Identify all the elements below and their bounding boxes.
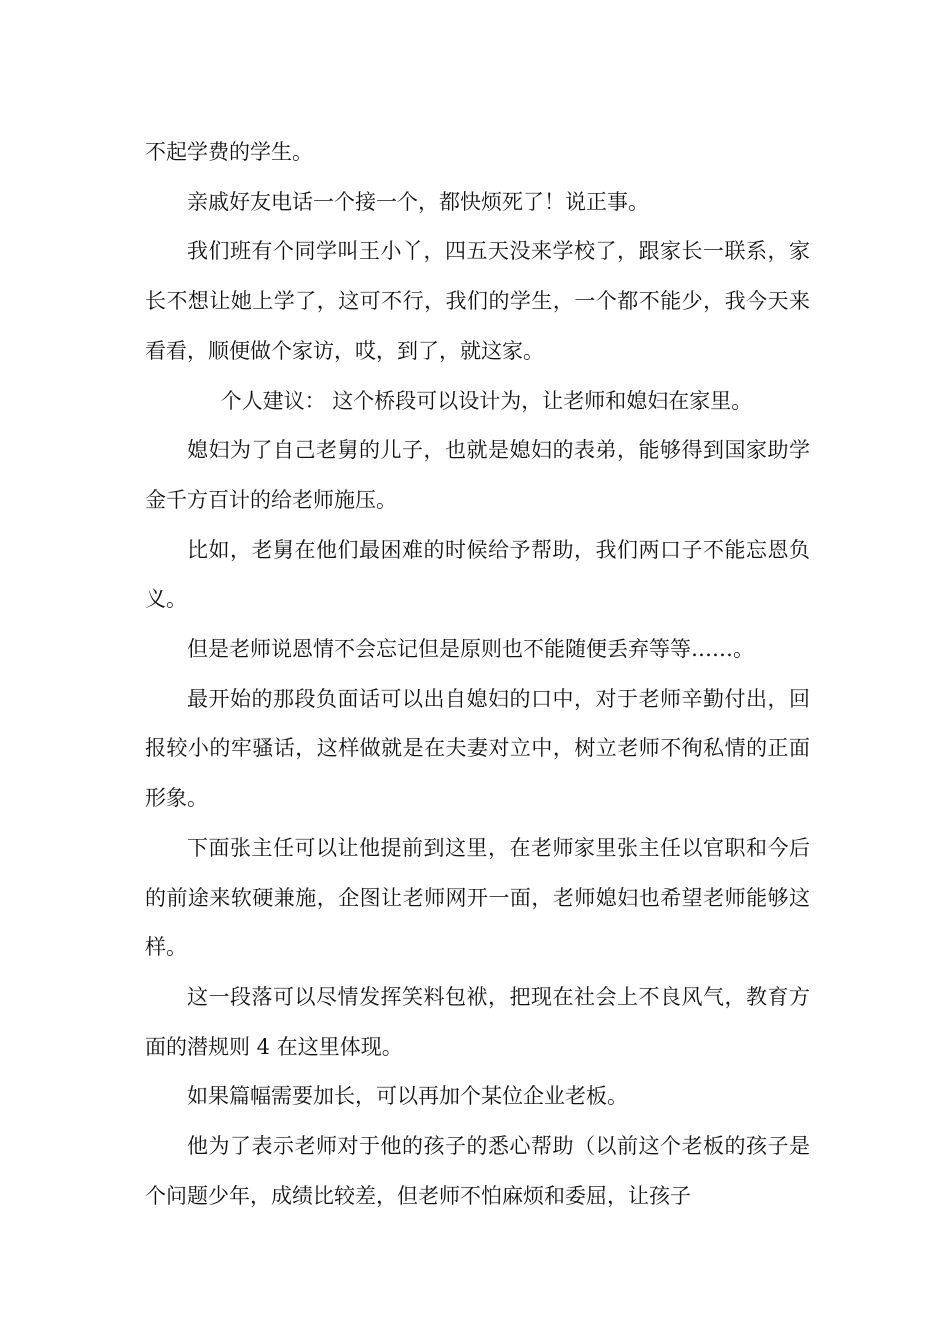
document-body: [145, 128, 810, 1221]
paragraph-12: 他为了表示老师对于他的孩子的悉心帮助（以前这个老板的孩子是个问题少年，成绩比较差，但老师不怕麻烦和委屈，让孩子: [145, 1134, 810, 1208]
paragraph-10: 这一段落可以尽情发挥笑料包袱，把现在社会上不良风气，教育方面的潜规则 4 在这里体现。: [145, 984, 810, 1059]
paragraph-4-suggestion: 个人建议： 这个桥段可以设计为，让老师和媳妇在家里。: [220, 388, 753, 413]
paragraph-5: 媳妇为了自己老舅的儿子，也就是媳妇的表弟，能够得到国家助学金千方百计的给老师施压。: [145, 438, 810, 512]
paragraph-6: 比如，老舅在他们最困难的时候给予帮助，我们两口子不能忘恩负义。: [145, 537, 810, 612]
paragraph-3: 我们班有个同学叫王小丫，四五天没来学校了，跟家长一联系，家长不想让她上学了，这可不行，我们的学生，一个都不能少，我今天来看看，顺便做个家访，哎，到了，就这家。: [145, 239, 810, 363]
paragraph-11: 如果篇幅需要加长，可以再加个某位企业老板。: [187, 1084, 628, 1109]
paragraph-1: 不起学费的学生。: [145, 140, 313, 164]
paragraph-2: 亲戚好友电话一个接一个，都快烦死了！说正事。: [187, 189, 649, 214]
paragraph-7: 但是老师说恩情不会忘记但是原则也不能随便丢弃等等……。: [187, 637, 754, 662]
paragraph-8: 最开始的那段负面话可以出自媳妇的口中，对于老师辛勤付出，回报较小的牢骚话，这样做就是在夫妻对立中，树立老师不徇私情的正面形象。: [145, 686, 810, 811]
paragraph-9: 下面张主任可以让他提前到这里，在老师家里张主任以官职和今后的前途来软硬兼施，企图让老师网开一面，老师媳妇也希望老师能够这样。: [145, 835, 810, 960]
